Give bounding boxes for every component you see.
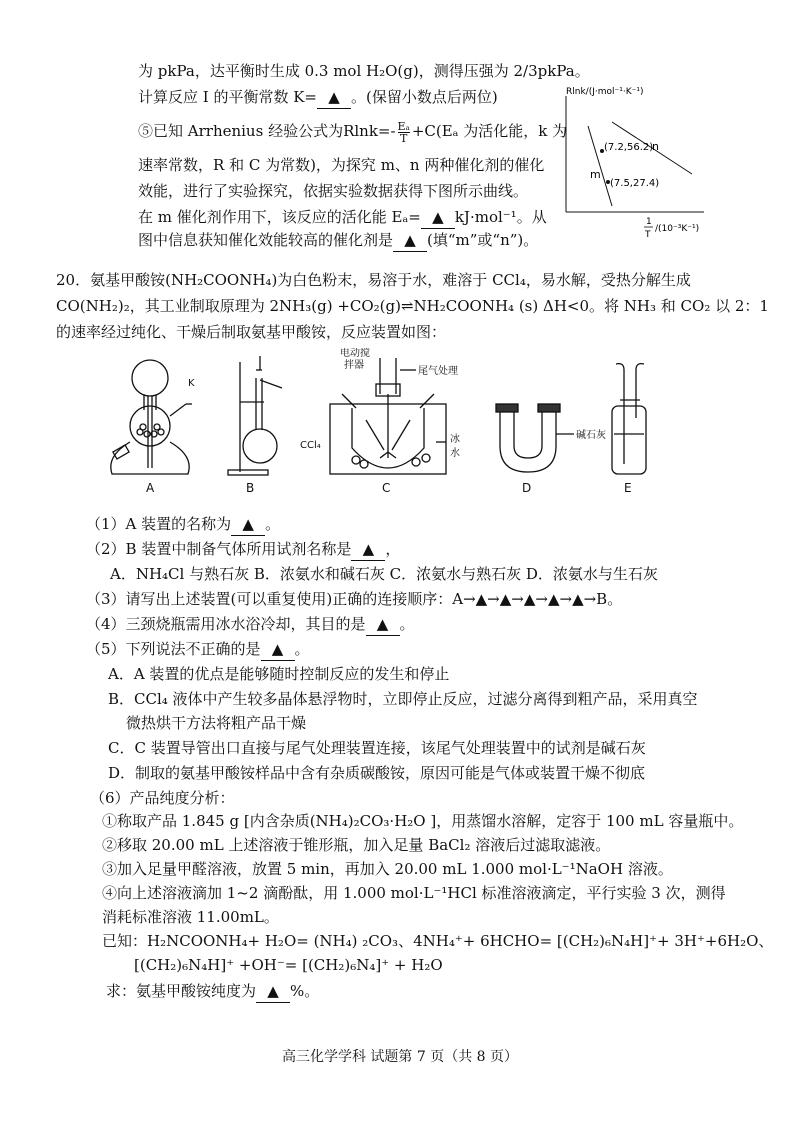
question-4: （4）三颈烧瓶需用冰水浴冷却，其目的是 ▲ 。 (86, 613, 415, 636)
label-tail-gas: 尾气处理 (418, 366, 458, 377)
answer-blank[interactable]: ▲ (421, 206, 455, 229)
answer-blank[interactable]: ▲ (317, 86, 351, 109)
xlabel-den: T (645, 230, 651, 240)
answer-blank[interactable]: ▲ (256, 980, 290, 1003)
answer-blank[interactable]: ▲ (393, 229, 427, 252)
label-m: m (590, 168, 601, 181)
label-stirrer-1: 电动搅 (340, 348, 370, 359)
page-footer: 高三化学学科 试题第 7 页（共 8 页） (281, 1049, 519, 1065)
text-line: ⑤已知 Arrhenius 经验公式为Rlnk=- $\frac{\text{Eₐ}}{T}$ +C(Eₐ 为活化能，k 为 (138, 119, 568, 145)
label-B: B (246, 481, 255, 495)
final-question: 求：氨基甲酸铵纯度为 ▲ %。 (106, 980, 319, 1003)
u-tube (496, 404, 574, 472)
label-n: n (652, 140, 659, 153)
option-D: D．制取的氨基甲酸铵样品中含有杂质碳酸铵，原因可能是气体或装置干燥不彻底 (108, 764, 646, 782)
apparatus-diagram (90, 348, 780, 498)
text-line: 图中信息获知催化效能较高的催化剂是 ▲ (填“m”或“n”)。 (138, 229, 538, 252)
label-K: K (188, 378, 195, 389)
point2-label: (7.5,27.4) (610, 178, 660, 189)
gas-washing-bottle (612, 364, 646, 474)
text-line: 效能，进行了实验探究，依据实验数据获得下图所示曲线。 (138, 182, 529, 200)
step-3: ③加入足量甲醛溶液，放置 5 min，再加入 20.00 mL 1.000 mol·L⁻¹NaOH 溶液。 (102, 860, 673, 878)
label-ice-1: 冰 (450, 434, 460, 445)
label-ice-2: 水 (450, 448, 460, 459)
label-soda-lime: 碱石灰 (576, 430, 606, 441)
question-1: （1）A 装置的名称为 ▲ 。 (86, 513, 280, 536)
text-line: 速率常数，R 和 C 为常数)，为探究 m、n 两种催化剂的催化 (138, 156, 545, 174)
q20-intro: CO(NH₂)₂，其工业制取原理为 2NH₃(g) +CO₂(g)⇌NH₂COONH₄ (s) ΔH<0。将 NH₃ 和 CO₂ 以 2：1 (56, 297, 769, 315)
option-A: A．A 装置的优点是能够随时控制反应的发生和停止 (108, 665, 450, 683)
q20-intro: 20．氨基甲酸铵(NH₂COONH₄)为白色粉末，易溶于水，难溶于 CCl₄，易水解，受热分解生成 (56, 271, 691, 289)
question-2-options: A．NH₄Cl 与熟石灰 B．浓氨水和碱石灰 C．浓氨水与熟石灰 D．浓氨水与生石灰 (110, 565, 658, 583)
known-equations: 已知：H₂NCOONH₄+ H₂O= (NH₄) ₂CO₃、4NH₄⁺+ 6HCHO= [(CH₂)₆N₄H]⁺+ 3H⁺+6H₂O、 (102, 932, 774, 950)
q20-intro: 的速率经过纯化、干燥后制取氨基甲酸铵，反应装置如图： (56, 323, 447, 341)
answer-blank[interactable]: ▲ (351, 538, 385, 561)
step-4-cont: 消耗标准溶液 11.00mL。 (102, 908, 279, 926)
question-2: （2）B 装置中制备气体所用试剂名称是 ▲ ， (86, 538, 400, 561)
line-m (588, 126, 612, 206)
answer-blank[interactable]: ▲ (231, 513, 265, 536)
label-ccl4: CCl₄ (300, 440, 321, 451)
question-5: （5）下列说法不正确的是 ▲ 。 (86, 638, 310, 661)
text-line: 为 pkPa，达平衡时生成 0.3 mol H₂O(g)，测得压强为 2/3pkPa。 (138, 62, 590, 80)
text-line: 计算反应 I 的平衡常数 K= ▲ 。(保留小数点后两位) (138, 86, 498, 109)
step-4: ④向上述溶液滴加 1~2 滴酚酞，用 1.000 mol·L⁻¹HCl 标准溶液滴定，平行实验 3 次，测得 (102, 884, 726, 902)
answer-blank[interactable]: ▲ (261, 638, 295, 661)
round-bottom-flask (228, 356, 282, 475)
point1-label: (7.2,56.2) (604, 142, 654, 153)
label-C: C (382, 481, 391, 495)
text-line: 在 m 催化剂作用下，该反应的活化能 Eₐ= ▲ kJ·mol⁻¹。从 (138, 206, 547, 229)
graph-ylabel: Rlnk/(J·mol⁻¹·K⁻¹) (566, 87, 644, 97)
xlabel-num: 1 (646, 217, 652, 227)
label-E: E (624, 481, 632, 495)
question-6: （6）产品纯度分析： (90, 789, 235, 807)
label-D: D (522, 481, 532, 495)
step-1: ①称取产品 1.845 g [内含杂质(NH₄)₂CO₃·H₂O ]，用蒸馏水溶解，定容于 100 mL 容量瓶中。 (102, 812, 744, 830)
option-B-cont: 微热烘干方法将粗产品干燥 (126, 714, 307, 732)
kipp-generator (111, 360, 192, 474)
known-equations-cont: [(CH₂)₆N₄H]⁺ +OH⁻= [(CH₂)₆N₄]⁺ + H₂O (134, 956, 443, 974)
question-3: （3）请写出上述装置(可以重复使用)正确的连接顺序：A→▲→▲→▲→▲→▲→B。 (86, 590, 623, 608)
label-stirrer-2: 拌器 (344, 360, 364, 371)
option-B: B．CCl₄ 液体中产生较多晶体悬浮物时，立即停止反应，过滤分离得到粗产品，采用真空 (108, 690, 698, 708)
option-C: C．C 装置导管出口直接与尾气处理装置连接，该尾气处理装置中的试剂是碱石灰 (108, 739, 646, 757)
arrhenius-graph (560, 86, 710, 246)
xlabel-unit: /(10⁻³K⁻¹) (655, 224, 700, 234)
label-A: A (146, 481, 155, 495)
answer-blank[interactable]: ▲ (366, 613, 400, 636)
step-2: ②移取 20.00 mL 上述溶液于锥形瓶，加入足量 BaCl₂ 溶液后过滤取滤液。 (102, 836, 611, 854)
